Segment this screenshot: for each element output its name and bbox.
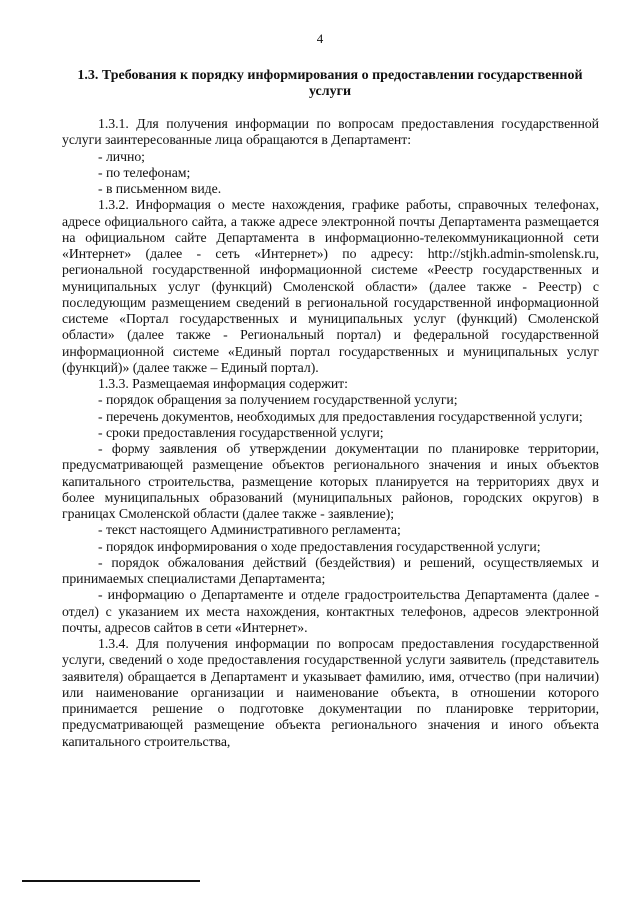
list-item-department-info: - информацию о Департаменте и отделе градостроительства Департамента (далее - отдел) с указанием их места нахождения, контактных телефонов, адресов электронной почты, адресов сайтов в сети «Интернет». (62, 587, 599, 635)
paragraph-1-3-2: 1.3.2. Информация о месте нахождения, графике работы, справочных телефонах, адресе официального сайта, а также адресе электронной почты Департамента размещается на официальном сайте Департамента в информационно-телекоммуникационной сети «Интернет» (далее - сеть «Интернет») по адресу: http://stjkh.admin-smolensk.ru, региональной государственной информационной системе «Реестр государственных и муниципальных услуг (функций) Смоленской области» (далее также - Реестр) с последующим размещением сведений в региональной государственной информационной системе «Портал государственных и муниципальных услуг (функций) Смоленской области» (далее также - Региональный портал) и федеральной государственной информационной системе «Единый портал государственных и муниципальных услуг (функций)» (далее также – Единый портал). (62, 197, 599, 375)
page-number: 4 (316, 31, 324, 46)
list-item-by-phone: - по телефонам; (98, 164, 191, 180)
list-item-document-list: - перечень документов, необходимых для предоставления государственной услуги; (98, 408, 583, 424)
list-item-in-writing: - в письменном виде. (98, 181, 222, 196)
footnote-separator (22, 880, 200, 882)
paragraph-1-3-3: 1.3.3. Размещаемая информация содержит: (98, 376, 348, 391)
list-item-appeal-procedure: - порядок обжалования действий (бездействия) и решений, осуществляемых и принимаемых специалистами Департамента; (62, 554, 599, 586)
body-text (62, 116, 599, 750)
list-item-application-form: - форму заявления об утверждении документации по планировке территории, предусматривающей размещение объектов регионального значения и иных объектов капитального строительства, размещение которых планируется на территориях двух и более муниципальных образований (муниципальных районов, городских округов) в границах Смоленской области (далее также - заявление); (62, 441, 599, 521)
section-title: 1.3. Требования к порядку информирования о предоставлении государственной услуги (77, 68, 583, 99)
list-item-application-procedure: - порядок обращения за получением государственной услуги; (98, 392, 458, 408)
paragraph-1-3-1: 1.3.1. Для получения информации по вопросам предоставления государственной услуги заинтересованные лица обращаются в Департамент: (62, 116, 599, 148)
list-item-in-person: - лично; (98, 148, 145, 164)
paragraph-1-3-4: 1.3.4. Для получения информации по вопросам предоставления государственной услуги, сведений о ходе предоставления государственной услуги заявитель (представитель заявителя) обращается в Департамент и указывает фамилию, имя, отчество (при наличии) или наименование организации и наименование объекта, в отношении которого принимается решение о подготовке документации по планировке территории, предусматривающей размещение объекта регионального значения и иного объекта капитального строительства, (62, 636, 599, 749)
list-item-service-terms: - сроки предоставления государственной услуги; (98, 424, 384, 440)
list-item-progress-info: - порядок информирования о ходе предоставления государственной услуги; (98, 538, 541, 554)
list-item-regulation-text: - текст настоящего Административного регламента; (98, 522, 401, 538)
